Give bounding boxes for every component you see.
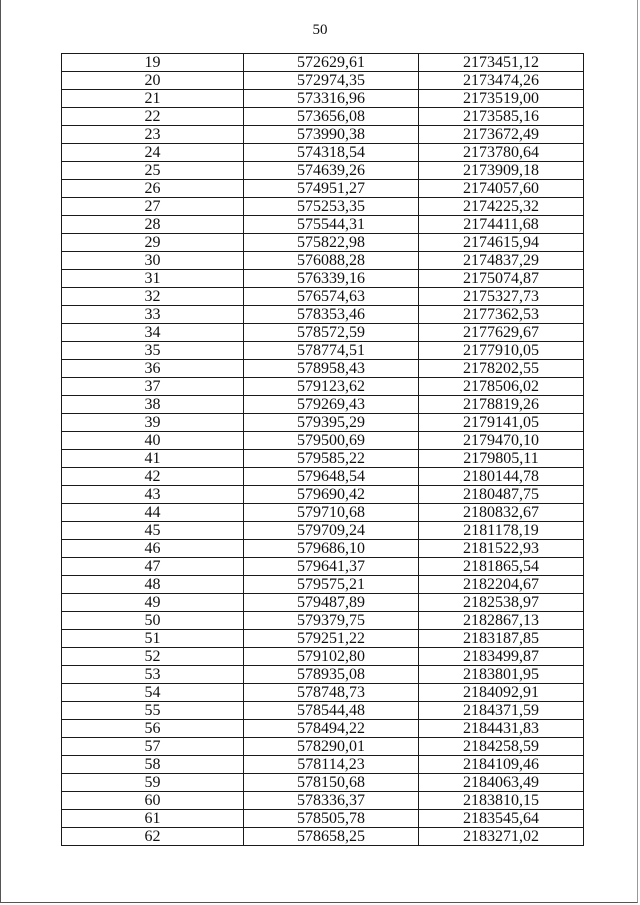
point-number-cell: 50 bbox=[62, 612, 244, 630]
y-coordinate-cell: 2179141,05 bbox=[419, 414, 584, 432]
point-number-cell: 40 bbox=[62, 432, 244, 450]
point-number-cell: 51 bbox=[62, 630, 244, 648]
y-coordinate-cell: 2178819,26 bbox=[419, 396, 584, 414]
y-coordinate-cell: 2181865,54 bbox=[419, 558, 584, 576]
x-coordinate-cell: 575822,98 bbox=[244, 234, 419, 252]
y-coordinate-cell: 2177910,05 bbox=[419, 342, 584, 360]
x-coordinate-cell: 573656,08 bbox=[244, 108, 419, 126]
point-number-cell: 27 bbox=[62, 198, 244, 216]
point-number-cell: 54 bbox=[62, 684, 244, 702]
point-number-cell: 33 bbox=[62, 306, 244, 324]
point-number-cell: 20 bbox=[62, 72, 244, 90]
point-number-cell: 48 bbox=[62, 576, 244, 594]
point-number-cell: 39 bbox=[62, 414, 244, 432]
x-coordinate-cell: 572629,61 bbox=[244, 54, 419, 72]
table-row bbox=[62, 594, 584, 612]
y-coordinate-cell: 2180487,75 bbox=[419, 486, 584, 504]
x-coordinate-cell: 579710,68 bbox=[244, 504, 419, 522]
x-coordinate-cell: 579102,80 bbox=[244, 648, 419, 666]
x-coordinate-cell: 578353,46 bbox=[244, 306, 419, 324]
x-coordinate-cell: 572974,35 bbox=[244, 72, 419, 90]
x-coordinate-cell: 576088,28 bbox=[244, 252, 419, 270]
table-row bbox=[62, 432, 584, 450]
x-coordinate-cell: 576574,63 bbox=[244, 288, 419, 306]
x-coordinate-cell: 578114,23 bbox=[244, 756, 419, 774]
y-coordinate-cell: 2173451,12 bbox=[419, 54, 584, 72]
table-row bbox=[62, 162, 584, 180]
point-number-cell: 19 bbox=[62, 54, 244, 72]
x-coordinate-cell: 579269,43 bbox=[244, 396, 419, 414]
y-coordinate-cell: 2179805,11 bbox=[419, 450, 584, 468]
table-row bbox=[62, 270, 584, 288]
table-row bbox=[62, 774, 584, 792]
point-number-cell: 22 bbox=[62, 108, 244, 126]
point-number-cell: 36 bbox=[62, 360, 244, 378]
point-number-cell: 60 bbox=[62, 792, 244, 810]
table-row bbox=[62, 522, 584, 540]
y-coordinate-cell: 2180144,78 bbox=[419, 468, 584, 486]
y-coordinate-cell: 2173519,00 bbox=[419, 90, 584, 108]
point-number-cell: 37 bbox=[62, 378, 244, 396]
point-number-cell: 23 bbox=[62, 126, 244, 144]
point-number-cell: 58 bbox=[62, 756, 244, 774]
y-coordinate-cell: 2173474,26 bbox=[419, 72, 584, 90]
y-coordinate-cell: 2173909,18 bbox=[419, 162, 584, 180]
table-row bbox=[62, 576, 584, 594]
point-number-cell: 31 bbox=[62, 270, 244, 288]
x-coordinate-cell: 579123,62 bbox=[244, 378, 419, 396]
point-number-cell: 57 bbox=[62, 738, 244, 756]
page-number: 50 bbox=[312, 22, 328, 38]
y-coordinate-cell: 2173780,64 bbox=[419, 144, 584, 162]
x-coordinate-cell: 579395,29 bbox=[244, 414, 419, 432]
y-coordinate-cell: 2182204,67 bbox=[419, 576, 584, 594]
y-coordinate-cell: 2173672,49 bbox=[419, 126, 584, 144]
table-row bbox=[62, 648, 584, 666]
y-coordinate-cell: 2181178,19 bbox=[419, 522, 584, 540]
point-number-cell: 44 bbox=[62, 504, 244, 522]
x-coordinate-cell: 578505,78 bbox=[244, 810, 419, 828]
point-number-cell: 21 bbox=[62, 90, 244, 108]
x-coordinate-cell: 576339,16 bbox=[244, 270, 419, 288]
y-coordinate-cell: 2183187,85 bbox=[419, 630, 584, 648]
x-coordinate-cell: 578958,43 bbox=[244, 360, 419, 378]
x-coordinate-cell: 574639,26 bbox=[244, 162, 419, 180]
y-coordinate-cell: 2184109,46 bbox=[419, 756, 584, 774]
y-coordinate-cell: 2175327,73 bbox=[419, 288, 584, 306]
table-row bbox=[62, 288, 584, 306]
y-coordinate-cell: 2174057,60 bbox=[419, 180, 584, 198]
table-row bbox=[62, 540, 584, 558]
point-number-cell: 56 bbox=[62, 720, 244, 738]
table-row bbox=[62, 450, 584, 468]
table-row bbox=[62, 126, 584, 144]
x-coordinate-cell: 579585,22 bbox=[244, 450, 419, 468]
table-row bbox=[62, 90, 584, 108]
table-row bbox=[62, 828, 584, 846]
table-row bbox=[62, 486, 584, 504]
x-coordinate-cell: 579641,37 bbox=[244, 558, 419, 576]
x-coordinate-cell: 574951,27 bbox=[244, 180, 419, 198]
y-coordinate-cell: 2180832,67 bbox=[419, 504, 584, 522]
y-coordinate-cell: 2177629,67 bbox=[419, 324, 584, 342]
point-number-cell: 32 bbox=[62, 288, 244, 306]
x-coordinate-cell: 578935,08 bbox=[244, 666, 419, 684]
point-number-cell: 62 bbox=[62, 828, 244, 846]
y-coordinate-cell: 2175074,87 bbox=[419, 270, 584, 288]
table-row bbox=[62, 144, 584, 162]
x-coordinate-cell: 574318,54 bbox=[244, 144, 419, 162]
point-number-cell: 34 bbox=[62, 324, 244, 342]
y-coordinate-cell: 2183545,64 bbox=[419, 810, 584, 828]
y-coordinate-cell: 2184431,83 bbox=[419, 720, 584, 738]
table-row bbox=[62, 198, 584, 216]
table-row bbox=[62, 180, 584, 198]
y-coordinate-cell: 2178506,02 bbox=[419, 378, 584, 396]
x-coordinate-cell: 575544,31 bbox=[244, 216, 419, 234]
y-coordinate-cell: 2182538,97 bbox=[419, 594, 584, 612]
table-row bbox=[62, 252, 584, 270]
x-coordinate-cell: 579251,22 bbox=[244, 630, 419, 648]
point-number-cell: 29 bbox=[62, 234, 244, 252]
x-coordinate-cell: 579575,21 bbox=[244, 576, 419, 594]
coordinates-table bbox=[61, 53, 584, 846]
x-coordinate-cell: 579379,75 bbox=[244, 612, 419, 630]
point-number-cell: 49 bbox=[62, 594, 244, 612]
table-row bbox=[62, 216, 584, 234]
x-coordinate-cell: 578658,25 bbox=[244, 828, 419, 846]
table-row bbox=[62, 108, 584, 126]
y-coordinate-cell: 2182867,13 bbox=[419, 612, 584, 630]
table-row bbox=[62, 54, 584, 72]
table-row bbox=[62, 396, 584, 414]
table-row bbox=[62, 702, 584, 720]
table-row bbox=[62, 810, 584, 828]
y-coordinate-cell: 2183271,02 bbox=[419, 828, 584, 846]
x-coordinate-cell: 575253,35 bbox=[244, 198, 419, 216]
y-coordinate-cell: 2178202,55 bbox=[419, 360, 584, 378]
table-row bbox=[62, 360, 584, 378]
y-coordinate-cell: 2184092,91 bbox=[419, 684, 584, 702]
coordinates-table-body bbox=[62, 54, 584, 846]
point-number-cell: 47 bbox=[62, 558, 244, 576]
table-row bbox=[62, 234, 584, 252]
point-number-cell: 46 bbox=[62, 540, 244, 558]
x-coordinate-cell: 579686,10 bbox=[244, 540, 419, 558]
table-row bbox=[62, 378, 584, 396]
table-row bbox=[62, 738, 584, 756]
point-number-cell: 24 bbox=[62, 144, 244, 162]
y-coordinate-cell: 2177362,53 bbox=[419, 306, 584, 324]
table-row bbox=[62, 342, 584, 360]
x-coordinate-cell: 578494,22 bbox=[244, 720, 419, 738]
table-row bbox=[62, 756, 584, 774]
x-coordinate-cell: 578290,01 bbox=[244, 738, 419, 756]
table-row bbox=[62, 684, 584, 702]
point-number-cell: 38 bbox=[62, 396, 244, 414]
x-coordinate-cell: 579648,54 bbox=[244, 468, 419, 486]
point-number-cell: 53 bbox=[62, 666, 244, 684]
table-row bbox=[62, 414, 584, 432]
point-number-cell: 52 bbox=[62, 648, 244, 666]
table-row bbox=[62, 558, 584, 576]
point-number-cell: 30 bbox=[62, 252, 244, 270]
table-row bbox=[62, 72, 584, 90]
y-coordinate-cell: 2174225,32 bbox=[419, 198, 584, 216]
y-coordinate-cell: 2174837,29 bbox=[419, 252, 584, 270]
y-coordinate-cell: 2179470,10 bbox=[419, 432, 584, 450]
x-coordinate-cell: 579690,42 bbox=[244, 486, 419, 504]
point-number-cell: 45 bbox=[62, 522, 244, 540]
point-number-cell: 28 bbox=[62, 216, 244, 234]
y-coordinate-cell: 2183810,15 bbox=[419, 792, 584, 810]
table-row bbox=[62, 792, 584, 810]
table-row bbox=[62, 306, 584, 324]
table-row bbox=[62, 324, 584, 342]
x-coordinate-cell: 573316,96 bbox=[244, 90, 419, 108]
x-coordinate-cell: 578774,51 bbox=[244, 342, 419, 360]
table-row bbox=[62, 720, 584, 738]
table-row bbox=[62, 630, 584, 648]
x-coordinate-cell: 573990,38 bbox=[244, 126, 419, 144]
y-coordinate-cell: 2181522,93 bbox=[419, 540, 584, 558]
y-coordinate-cell: 2184371,59 bbox=[419, 702, 584, 720]
y-coordinate-cell: 2183801,95 bbox=[419, 666, 584, 684]
table-row bbox=[62, 612, 584, 630]
point-number-cell: 35 bbox=[62, 342, 244, 360]
x-coordinate-cell: 578150,68 bbox=[244, 774, 419, 792]
y-coordinate-cell: 2173585,16 bbox=[419, 108, 584, 126]
point-number-cell: 43 bbox=[62, 486, 244, 504]
table-row bbox=[62, 468, 584, 486]
x-coordinate-cell: 578544,48 bbox=[244, 702, 419, 720]
y-coordinate-cell: 2184063,49 bbox=[419, 774, 584, 792]
point-number-cell: 25 bbox=[62, 162, 244, 180]
x-coordinate-cell: 578336,37 bbox=[244, 792, 419, 810]
table-row bbox=[62, 666, 584, 684]
y-coordinate-cell: 2174615,94 bbox=[419, 234, 584, 252]
y-coordinate-cell: 2174411,68 bbox=[419, 216, 584, 234]
point-number-cell: 61 bbox=[62, 810, 244, 828]
point-number-cell: 59 bbox=[62, 774, 244, 792]
x-coordinate-cell: 579487,89 bbox=[244, 594, 419, 612]
point-number-cell: 55 bbox=[62, 702, 244, 720]
x-coordinate-cell: 578748,73 bbox=[244, 684, 419, 702]
y-coordinate-cell: 2184258,59 bbox=[419, 738, 584, 756]
x-coordinate-cell: 579709,24 bbox=[244, 522, 419, 540]
point-number-cell: 42 bbox=[62, 468, 244, 486]
table-row bbox=[62, 504, 584, 522]
y-coordinate-cell: 2183499,87 bbox=[419, 648, 584, 666]
x-coordinate-cell: 579500,69 bbox=[244, 432, 419, 450]
x-coordinate-cell: 578572,59 bbox=[244, 324, 419, 342]
point-number-cell: 26 bbox=[62, 180, 244, 198]
point-number-cell: 41 bbox=[62, 450, 244, 468]
